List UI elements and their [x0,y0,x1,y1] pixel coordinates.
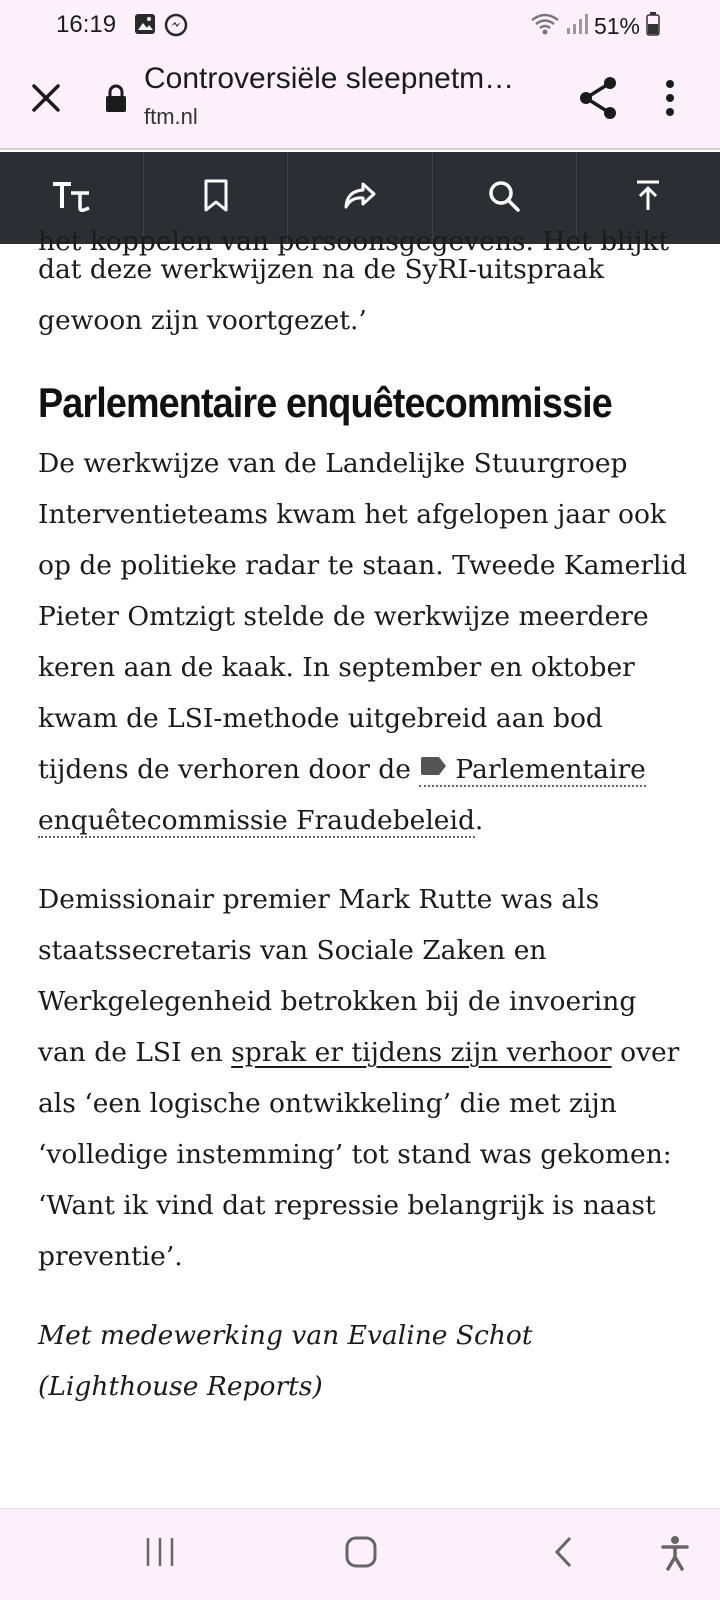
text-size-icon [51,180,93,216]
battery-icon [646,12,660,40]
search-icon [487,179,521,217]
battery-percentage: 51% [593,12,640,39]
scroll-top-icon [633,179,663,217]
recent-apps-icon[interactable] [144,1535,176,1573]
close-icon[interactable] [26,78,66,118]
status-time: 16:19 [56,11,117,38]
lock-icon[interactable] [104,84,128,114]
browser-toolbar [0,50,720,150]
article-intro-tail: dat deze werkwijzen na de SyRI-uitspraak gewoon zijn voortgezet.’ [38,254,605,336]
tag-icon [419,742,447,793]
more-vert-icon[interactable] [660,76,680,120]
article-cut-line: het koppelen van persoonsgegevens. Het blijkt [38,226,670,257]
wifi-icon [530,12,560,40]
back-icon[interactable] [552,1535,576,1573]
page-title[interactable]: Controversiële sleepnetm… [144,62,515,95]
signal-icon [566,13,588,39]
share-arrow-icon [343,181,377,215]
home-icon[interactable] [344,1535,378,1573]
accessibility-icon[interactable] [660,1535,690,1575]
bookmark-icon [202,179,230,217]
page-domain[interactable]: ftm.nl [144,104,198,129]
paragraph-1: De werkwijze van de Landelijke Stuurgroep Interventieteams kwam het afgelopen jaar ook op de politieke radar te staan. Tweede Kamerlid Pieter Omtzigt stelde de werkwijze meerdere keren aan de kaak. In september en oktober kwam de LSI-methode uitgebreid aan bod tijdens de verhoren door de Parlementaire enquêtecommissie Fraudebeleid. [38,448,687,836]
credit-line: Met medewerking van Evaline Schot (Lighthouse Reports) [38,1320,533,1402]
gallery-icon [134,13,156,41]
status-bar [0,0,720,50]
link-verhoor[interactable]: sprak er tijdens zijn verhoor [231,1037,612,1068]
section-heading: Parlementaire enquêtecommissie [38,379,612,426]
share-icon[interactable] [576,74,620,122]
system-nav-bar [0,1508,720,1600]
messenger-icon [164,13,188,41]
article-body [38,226,688,1440]
tag-link-enquetecommissie[interactable]: Parlementaire enquêtecommissie Fraudebeleid [38,754,646,838]
paragraph-2: Demissionair premier Mark Rutte was als staatssecretaris van Sociale Zaken en Werkgelegenheid betrokken bij de invoering van de LSI en sprak er tijdens zijn verhoor over als ‘een logische ontwikkeling’ die met zijn ‘volledige instemming’ tot stand was gekomen: ‘Want ik vind dat repressie belangrijk is naast preventie’. [38,884,680,1272]
